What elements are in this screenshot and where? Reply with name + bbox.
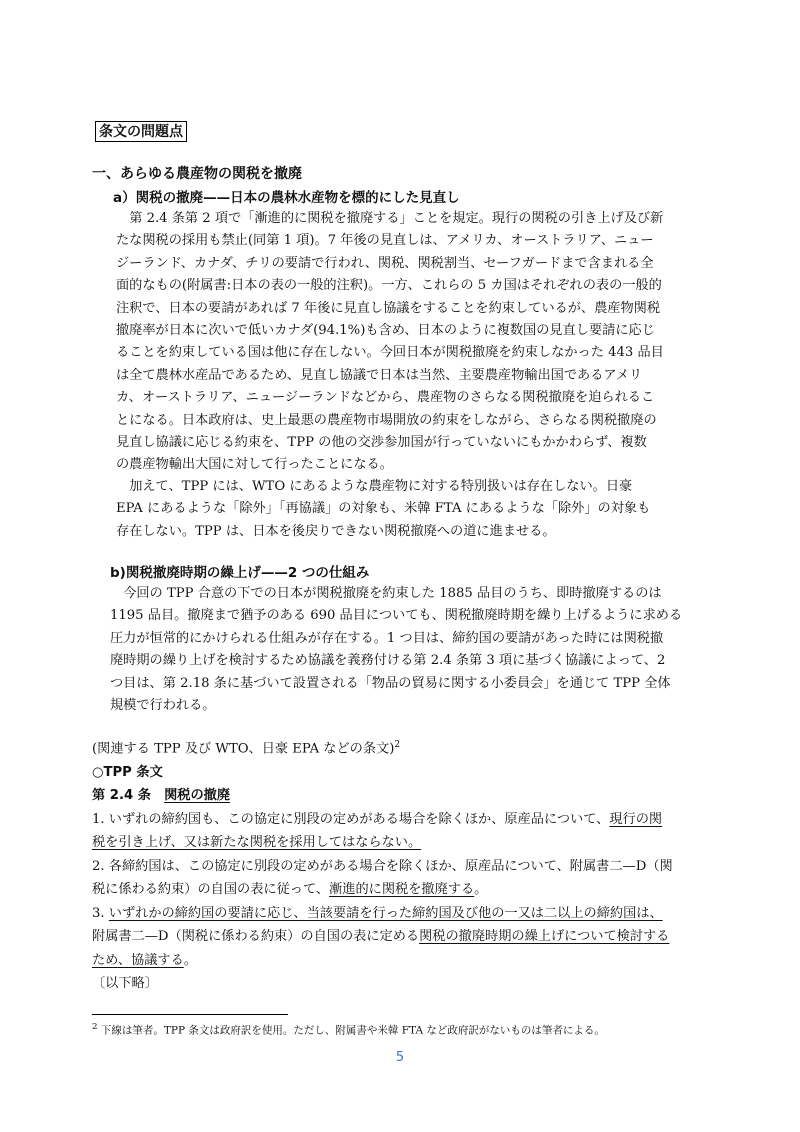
footnote: $^2$ 下線は筆者。TPP 条文は政府訳を使用。ただし、附属書や米韓 FTA など政府訳がないものは筆者による。 xyxy=(92,1022,605,1037)
article-title: 第 2.4 条 関税の撤廃 xyxy=(92,788,231,804)
text-line: 加えて、TPP には、WTO にあるような農産物に対する特別扱いは存在しない。日豪 xyxy=(129,479,633,494)
article-item-3: 3. いずれかの締約国の要請に応じ、当該要請を行った締約国及び他の一又は二以上の締約国は、 xyxy=(92,905,663,921)
text-line: 見直し協議に応じる約束を、TPP の他の交渉参加国が行っていないにもかかわらず、複数 xyxy=(116,435,647,451)
heading-all-agricultural-tariffs: 一、あらゆる農産物の関税を撤廃 xyxy=(92,166,302,182)
text-line: 注釈で、日本の要請があれば 7 年後に見直し協議をすることを約束しているが、農産物関税 xyxy=(116,300,661,316)
text-line: ジーランド、カナダ、チリの要請で行われ、関税、関税割当、セーフガードまで含まれる全 xyxy=(116,255,654,271)
paragraph-a1 xyxy=(116,208,710,477)
text-line: 存在しない。TPP は、日本を後戻りできない関税撤廃への道に進ませる。 xyxy=(116,523,556,539)
text-line: 1195 品目。撤廃まで猶予のある 690 品目についても、関税撤廃時期を繰り上げるように求める xyxy=(110,608,683,624)
article-item-2-cont: 税に係わる約束）の自国の表に従って、漸進的に関税を撤廃する。 xyxy=(92,882,488,898)
article-item-1: 1. いずれの締約国も、この協定に別段の定めがある場合を除くほか、原産品について、現行の関 xyxy=(92,811,663,827)
text-line: 圧力が恒常的にかけられる仕組みが存在する。1 つ目は、締約国の要請があった時には関税撤 xyxy=(110,630,664,646)
text-line: 今回の TPP 合意の下での日本が関税撤廃を約束した 1885 品目のうち、即時撤廃するのは xyxy=(123,586,662,601)
text-line: カ、オーストラリア、ニュージーランドなどから、農産物のさらなる関税撤廃を迫られるこ xyxy=(116,390,655,406)
text-line: ることを約束している国は他に存在しない。今回日本が関税撤廃を約束しなかった 443 品目 xyxy=(116,345,664,361)
footnote-divider xyxy=(92,1014,288,1015)
footnote-ref: 2 xyxy=(394,740,401,750)
text-line: 面的なもの(附属書:日本の表の一般的注釈)。一方、これらの 5 カ国はそれぞれの表の一般的 xyxy=(116,278,662,294)
paragraph-a2 xyxy=(116,476,710,543)
text-line: EPA にあるような「除外」「再協議」の対象も、米韓 FTA にあるような「除外」の対象も xyxy=(116,501,651,517)
paragraph-b xyxy=(110,583,710,717)
text-line: 撤廃率が日本に次いで低いカナダ(94.1%)も含め、日本のように複数国の見直し要請に応じ xyxy=(116,323,655,339)
article-item-3-end: ため、協議する。 xyxy=(92,952,197,968)
article-item-2: 2. 各締約国は、この協定に別段の定めがある場合を除くほか、原産品について、附属書二—D（関 xyxy=(92,858,673,874)
omitted-note: 〔以下略〕 xyxy=(92,976,158,992)
text-line: つ目は、第 2.18 条に基づいて設置される「物品の貿易に関する小委員会」を通じて TPP 全体 xyxy=(110,675,671,691)
text-line: たな関税の採用も禁止(同第 1 項)。7 年後の見直しは、アメリカ、オーストラリア、ニュー xyxy=(116,233,654,249)
text-line: の農産物輸出大国に対して行ったことになる。 xyxy=(116,457,393,473)
text-line: とになる。日本政府は、史上最悪の農産物市場開放の約束をしながら、さらなる関税撤廃の xyxy=(116,412,657,428)
section-box-title: 条文の問題点 xyxy=(95,121,187,142)
subheading-b: b)関税撤廃時期の繰上げ——2 つの仕組み xyxy=(110,565,370,581)
text-line: は全て農林水産品であるため、見直し協議で日本は当然、主要農産物輸出国であるアメリ xyxy=(116,367,643,383)
text-line: 廃時期の繰り上げを検討するため協議を義務付ける第 2.4 条第 3 項に基づく協議によって、2 xyxy=(110,653,666,669)
subheading-a: a）関税の撤廃——日本の農林水産物を標的にした見直し xyxy=(113,190,460,206)
related-intro: (関連する TPP 及び WTO、日豪 EPA などの条文)$^2$ xyxy=(92,740,401,757)
text-line: 第 2.4 条第 2 項で「漸進的に関税を撤廃する」ことを規定。現行の関税の引き上げ及び新 xyxy=(129,211,664,226)
page-number: 5 xyxy=(395,1050,405,1065)
text-line: 規模で行われる。 xyxy=(110,698,216,714)
related-articles-section xyxy=(92,734,712,996)
article-item-1-cont: 税を引き上げ、又は新たな関税を採用してはならない。 xyxy=(92,835,422,851)
tpp-article-heading: ○TPP 条文 xyxy=(92,764,163,780)
article-item-3-cont: 附属書二—D（関税に係わる約束）の自国の表に定める関税の撤廃時期の繰上げについて検討する xyxy=(92,929,670,945)
